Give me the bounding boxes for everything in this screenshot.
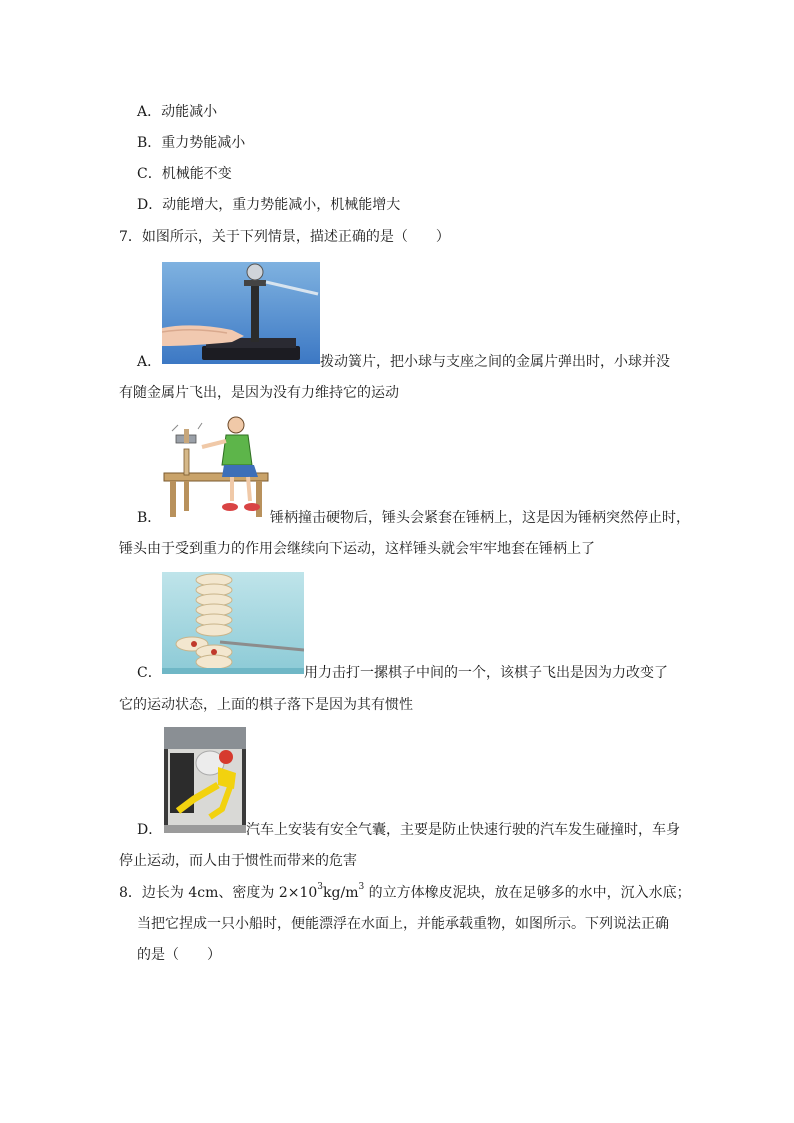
q8-stem-line-2: 当把它捏成一只小船时，便能漂浮在水面上，并能承载重物，如图所示。下列说法正确 xyxy=(137,916,669,932)
q7-option-b-text-1: 锤柄撞击硬物后，锤头会紧套在锤柄上，这是因为锤柄突然停止时， xyxy=(270,510,690,526)
q7-option-c-text-1: 用力击打一摞棋子中间的一个，该棋子飞出是因为力改变了 xyxy=(304,665,668,681)
q7-option-b-letter: B． xyxy=(137,510,162,526)
q8-exponent-2: 3 xyxy=(358,882,365,893)
q6-option-c: C．机械能不变 xyxy=(137,166,232,182)
q7-stem: 7．如图所示，关于下列情景，描述正确的是（ ） xyxy=(119,229,450,245)
hammer-handle-image xyxy=(162,415,270,519)
q8-stem-part-c: 的立方体橡皮泥块，放在足够多的水中，沉入水底； xyxy=(364,885,691,901)
q8-stem-line-3: 的是（ ） xyxy=(137,947,221,963)
q8-exponent-1: 3 xyxy=(317,882,324,893)
q7-option-c-text-2: 它的运动状态，上面的棋子落下是因为其有惯性 xyxy=(119,697,413,713)
chess-pieces-stack-image xyxy=(162,572,304,674)
q7-option-a-letter: A． xyxy=(137,354,162,370)
q6-option-d: D．动能增大，重力势能减小，机械能增大 xyxy=(137,197,401,213)
q7-option-a-text-2: 有随金属片飞出，是因为没有力维持它的运动 xyxy=(119,385,399,401)
q7-option-b-text-2: 锤头由于受到重力的作用会继续向下运动，这样锤头就会牢牢地套在锤柄上了 xyxy=(119,541,595,557)
q7-option-d-text-2: 停止运动，而人由于惯性而带来的危害 xyxy=(119,853,357,869)
q7-option-a-text-1: 拨动簧片，把小球与支座之间的金属片弹出时，小球并没 xyxy=(320,354,670,370)
q7-option-c-letter: C． xyxy=(137,665,162,681)
q7-option-d-text-1: 汽车上安装有安全气囊，主要是防止快速行驶的汽车发生碰撞时，车身 xyxy=(246,822,680,838)
airbag-crash-test-image xyxy=(164,727,246,833)
q8-stem-part-b: kg/m xyxy=(323,885,359,901)
q8-stem-line-1 xyxy=(119,883,691,903)
inertia-ball-apparatus-image xyxy=(162,262,320,364)
q7-option-d-letter: D． xyxy=(137,822,163,838)
q6-option-b: B．重力势能减小 xyxy=(137,135,246,151)
q6-option-a: A．动能减小 xyxy=(137,104,218,120)
q8-stem-part-a: 8．边长为 4cm、密度为 2×10 xyxy=(119,885,318,901)
